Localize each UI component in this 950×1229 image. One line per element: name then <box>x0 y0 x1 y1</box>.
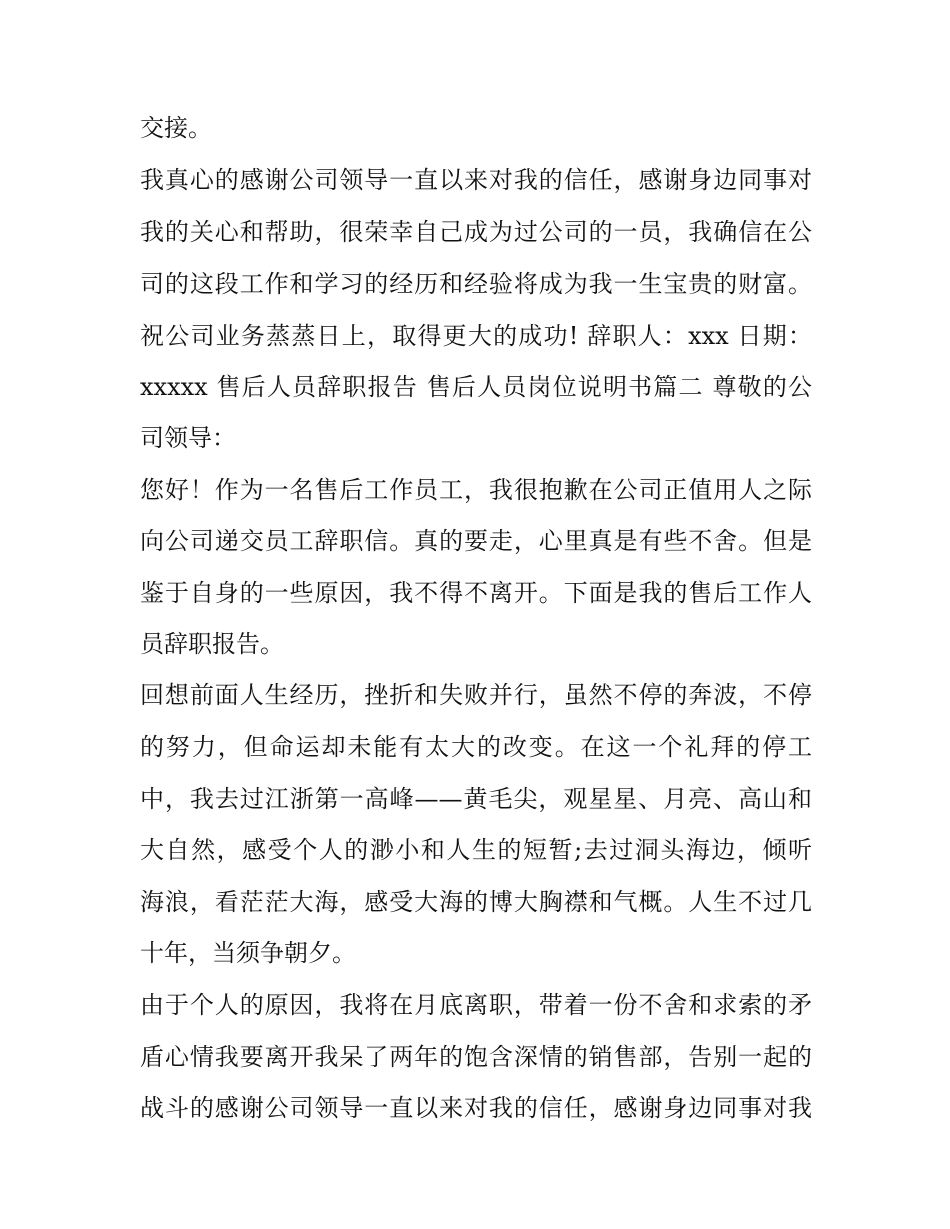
text-line: 中，我去过江浙第一高峰——黄毛尖，观星星、月亮、高山和 <box>140 785 812 813</box>
text-line: 司的这段工作和学习的经历和经验将成为我一生宝贵的财富。 <box>140 270 812 298</box>
text-line: 员辞职报告。 <box>140 630 284 658</box>
text-line: 大自然，感受个人的渺小和人生的短暂;去过洞头海边，倾听 <box>140 836 812 864</box>
text-line: 盾心情我要离开我呆了两年的饱含深情的销售部，告别一起的 <box>140 1043 812 1071</box>
text-line: 十年，当须争朝夕。 <box>140 939 356 967</box>
text-line: 您好！作为一名售后工作员工，我很抱歉在公司正值用人之际 <box>140 476 812 504</box>
text-line: 祝公司业务蒸蒸日上，取得更大的成功! 辞职人：xxx 日期： <box>140 322 812 350</box>
text-line: 由于个人的原因，我将在月底离职，带着一份不舍和求索的矛 <box>140 991 812 1019</box>
text-line: 向公司递交员工辞职信。真的要走，心里真是有些不舍。但是 <box>140 527 812 555</box>
text-line: 司领导： <box>140 424 236 452</box>
text-line: 海浪，看茫茫大海，感受大海的博大胸襟和气概。人生不过几 <box>140 888 812 916</box>
text-line: 交接。 <box>140 114 212 142</box>
text-line: 回想前面人生经历，挫折和失败并行，虽然不停的奔波，不停 <box>140 681 812 709</box>
text-line: 的努力，但命运却未能有太大的改变。在这一个礼拜的停工 <box>140 733 812 761</box>
text-line: 我的关心和帮助，很荣幸自己成为过公司的一员，我确信在公 <box>140 218 812 246</box>
text-line: 战斗的感谢公司领导一直以来对我的信任，感谢身边同事对我 <box>140 1094 812 1122</box>
text-line: 鉴于自身的一些原因，我不得不离开。下面是我的售后工作人 <box>140 579 812 607</box>
text-line: xxxxx 售后人员辞职报告 售后人员岗位说明书篇二 尊敬的公 <box>140 373 812 401</box>
text-line: 我真心的感谢公司领导一直以来对我的信任，感谢身边同事对 <box>140 166 812 194</box>
